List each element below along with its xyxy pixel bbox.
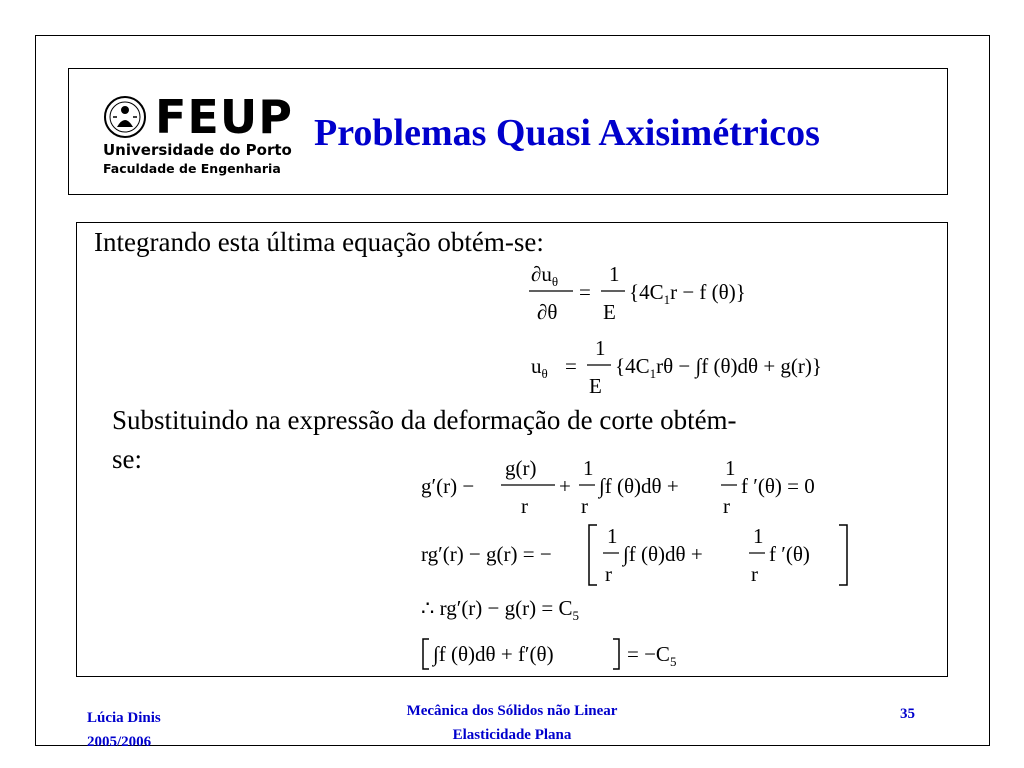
university-seal-icon xyxy=(103,95,147,139)
eq2-num: 1 xyxy=(595,336,606,360)
eq5-sub: 5 xyxy=(572,608,579,623)
eq4-mid: ∫f (θ)dθ + xyxy=(623,542,703,566)
page-title: Problemas Quasi Axisimétricos xyxy=(314,112,820,154)
eq3-tail: f ′(θ) = 0 xyxy=(741,474,815,498)
equation-4 xyxy=(417,523,897,589)
logo-university: Universidade do Porto xyxy=(103,141,292,159)
eq4-num2: 1 xyxy=(753,524,764,548)
eq2-lhs: u xyxy=(531,354,542,378)
eq4-num1: 1 xyxy=(607,524,618,548)
eq3-term1: g′(r) − xyxy=(421,474,475,498)
intro-text: Integrando esta última equação obtém-se: xyxy=(94,227,544,257)
eq5-body: ∴ rg′(r) − g(r) = C xyxy=(421,596,573,620)
logo-name: FEUP xyxy=(155,90,293,144)
eq2-body: {4C xyxy=(615,354,650,378)
equation-5 xyxy=(417,591,717,627)
eq3-den1: r xyxy=(521,494,528,518)
eq1-sub: 1 xyxy=(663,292,671,307)
footer-course: Mecânica dos Sólidos não Linear xyxy=(406,703,618,719)
equation-3 xyxy=(417,455,897,521)
eq3-mid: ∫f (θ)dθ + xyxy=(599,474,679,498)
eq4-den2: r xyxy=(751,562,758,586)
eq3-den3: r xyxy=(723,494,730,518)
svg-text:{4C1rθ − ∫f (θ)dθ + g(r)} xyxy=(615,354,822,381)
eq3-num3: 1 xyxy=(725,456,736,480)
footer-author: Lúcia Dinis xyxy=(87,710,161,726)
eq2-tail: rθ − ∫f (θ)dθ + g(r)} xyxy=(656,354,822,378)
footer-course-block xyxy=(362,699,662,747)
svg-text:uθ xyxy=(531,354,548,381)
eq1-rhs-den: E xyxy=(603,300,616,324)
eq1-lhs-sub: θ xyxy=(551,274,559,289)
eq1-body: {4C xyxy=(629,280,664,304)
equation-1 xyxy=(527,261,847,327)
eq1-lhs-den: ∂θ xyxy=(537,300,558,324)
eq2-lhs-sub: θ xyxy=(541,366,548,381)
substitution-line-1: Substituindo na expressão da deformação de corte obtém- xyxy=(112,405,737,435)
svg-text:{4C1r − f (θ)} xyxy=(629,280,746,307)
eq1-tail: r − f (θ)} xyxy=(670,280,746,304)
svg-text:= −C5 xyxy=(627,642,676,669)
svg-text:=: = xyxy=(565,354,577,378)
eq6-sub: 5 xyxy=(669,654,677,669)
content-box xyxy=(76,222,948,677)
eq2-den: E xyxy=(589,374,602,398)
eq2-sub: 1 xyxy=(649,366,657,381)
logo-faculty: Faculdade de Engenharia xyxy=(103,161,281,176)
page-number: 35 xyxy=(900,706,915,722)
eq6-body: ∫f (θ)dθ + f′(θ) xyxy=(433,642,554,666)
eq4-term1: rg′(r) − g(r) = − xyxy=(421,542,552,566)
svg-text:∂uθ xyxy=(531,262,558,289)
eq3-den2: r xyxy=(581,494,588,518)
eq1-lhs-num: ∂u xyxy=(531,262,552,286)
header-box xyxy=(68,68,948,195)
svg-text:=: = xyxy=(579,280,591,304)
feup-logo xyxy=(99,91,299,181)
equation-6 xyxy=(417,633,757,673)
svg-text:∴ rg′(r) − g(r) = C5 xyxy=(421,596,579,623)
eq3-plus: + xyxy=(559,474,571,498)
footer-author-block xyxy=(87,706,161,754)
eq4-den1: r xyxy=(605,562,612,586)
eq4-tail: f ′(θ) xyxy=(769,542,810,566)
footer-topic: Elasticidade Plana xyxy=(452,727,572,743)
eq1-rhs-num: 1 xyxy=(609,262,620,286)
eq3-num2: 1 xyxy=(583,456,594,480)
eq6-rhs: = −C xyxy=(627,642,670,666)
equation-2 xyxy=(527,335,927,401)
eq3-num1: g(r) xyxy=(505,456,537,480)
substitution-line-2: se: xyxy=(112,444,142,474)
footer-year: 2005/2006 xyxy=(87,734,152,750)
